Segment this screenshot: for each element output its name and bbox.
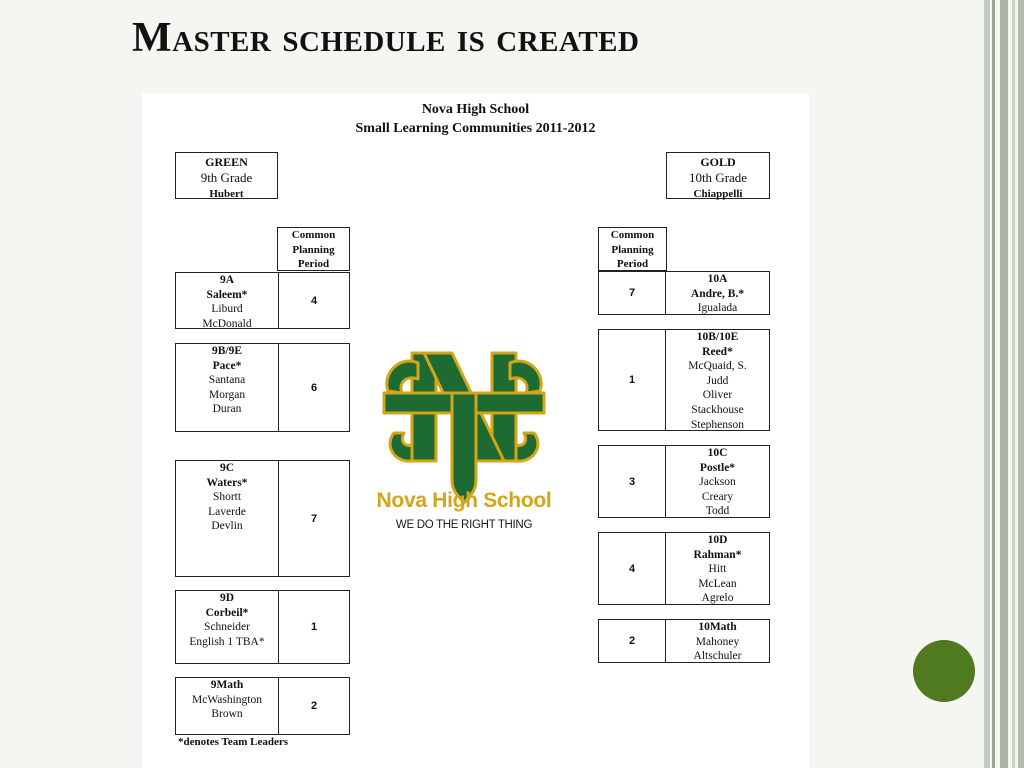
schedule-row: [598, 532, 770, 605]
planning-period-cell: [279, 344, 349, 431]
team-members-cell: [665, 620, 769, 662]
team-member: McDonald: [202, 317, 252, 330]
schedule-row: [175, 343, 350, 432]
team-member: English 1 TBA*: [189, 635, 265, 648]
accent-dot: [913, 640, 975, 702]
logo-school-name: Nova High School: [376, 489, 552, 512]
planning-period-cell: [279, 461, 349, 576]
team-members-cell: [176, 591, 279, 663]
common-planning-header-left: [277, 227, 350, 271]
team-members-cell: [665, 446, 769, 517]
team-name: 10A: [707, 273, 728, 285]
team-leader-name: Corbeil*: [205, 606, 249, 619]
team-name: 9Math: [210, 679, 244, 691]
cpp-line: Period: [616, 258, 649, 270]
team-name: 10B/10E: [696, 331, 739, 343]
schedule-row: [598, 445, 770, 518]
schedule-row: [598, 619, 770, 663]
team-member: Igualada: [697, 302, 738, 315]
schedule-row: [598, 271, 770, 315]
schedule-row: [598, 329, 770, 431]
planning-period-cell: [599, 330, 665, 430]
decorative-rail: [1012, 0, 1015, 768]
team-leader: Hubert: [209, 188, 244, 200]
team-member: Hitt: [708, 563, 727, 576]
team-leader-name: Pace*: [212, 359, 242, 372]
period-number: 6: [310, 381, 318, 394]
team-grade: 9th Grade: [200, 170, 253, 185]
team-member: Devlin: [211, 520, 243, 533]
schedule-row: [175, 590, 350, 664]
team-leader-name: Postle*: [699, 461, 736, 474]
schedule-row: [175, 460, 350, 577]
team-member: Laverde: [208, 505, 246, 518]
team-member: Brown: [211, 708, 243, 721]
team-leader-name: Saleem*: [206, 288, 248, 301]
team-leader-footnote: *denotes Team Leaders: [178, 736, 288, 748]
planning-period-cell: [599, 620, 665, 662]
team-member: Morgan: [208, 388, 246, 401]
planning-period-cell: [279, 273, 349, 328]
period-number: 1: [628, 374, 636, 386]
period-number: 7: [310, 512, 318, 525]
schedule-row: [175, 272, 350, 329]
team-member: Schneider: [204, 621, 250, 634]
period-number: 2: [310, 700, 318, 712]
decorative-rail: [984, 0, 990, 768]
period-number: 4: [628, 562, 636, 575]
team-member: Agrelo: [701, 592, 734, 605]
team-member: Jackson: [699, 476, 736, 489]
planning-period-cell: [279, 591, 349, 663]
team-leader-name: Reed*: [702, 345, 733, 358]
team-name: 9C: [219, 462, 235, 474]
team-member: Shortt: [212, 491, 242, 504]
team-name: 9D: [219, 592, 235, 604]
period-number: 7: [628, 287, 636, 299]
decorative-rail: [992, 0, 995, 768]
schedule-row: [175, 677, 350, 735]
team-name: 9A: [219, 274, 235, 286]
team-member: Altschuler: [693, 650, 742, 663]
logo-motto: WE DO THE RIGHT THING: [395, 519, 533, 531]
team-members-cell: [176, 678, 279, 734]
planning-period-cell: [599, 272, 665, 314]
period-number: 1: [310, 621, 318, 633]
team-members-cell: [665, 533, 769, 604]
team-member: Stephenson: [690, 418, 745, 431]
team-member: Liburd: [211, 303, 243, 316]
team-name: 10Math: [698, 621, 737, 633]
school-name: Nova High School: [421, 102, 530, 117]
period-number: 4: [310, 294, 318, 307]
team-member: Todd: [705, 505, 730, 518]
team-member: Judd: [706, 374, 729, 387]
cpp-line: Planning: [611, 243, 654, 256]
schedule-document: [142, 93, 809, 768]
document-subtitle: Small Learning Communities 2011-2012: [355, 121, 596, 136]
team-leader-name: Waters*: [206, 476, 248, 489]
green-team-header: [175, 152, 278, 199]
team-member: Duran: [212, 403, 242, 416]
team-members-cell: [665, 272, 769, 314]
cpp-line: Planning: [292, 243, 335, 256]
team-members-cell: [176, 344, 279, 431]
planning-period-cell: [599, 446, 665, 517]
team-leader: Chiappelli: [693, 188, 743, 200]
team-member: McWashington: [192, 693, 262, 706]
team-member: Santana: [208, 374, 246, 387]
decorative-rail: [1018, 0, 1024, 768]
team-member: McLean: [698, 577, 737, 590]
cpp-line: Common: [610, 229, 655, 241]
gold-team-header: [666, 152, 770, 199]
planning-period-cell: [279, 678, 349, 734]
cpp-line: Period: [297, 258, 330, 270]
cpp-line: Common: [291, 229, 336, 241]
decorative-rail: [1000, 0, 1008, 768]
team-name: 10C: [707, 447, 728, 459]
team-leader-name: Andre, B.*: [690, 287, 745, 300]
team-member: Creary: [701, 490, 734, 503]
team-member: Oliver: [702, 389, 733, 402]
team-member: Mahoney: [695, 635, 740, 648]
team-color: GREEN: [205, 155, 248, 169]
team-member: Stackhouse: [691, 403, 744, 416]
team-members-cell: [176, 273, 279, 328]
team-name: 10D: [707, 534, 728, 546]
team-name: 9B/9E: [211, 345, 243, 357]
period-number: 2: [628, 635, 636, 647]
common-planning-header-right: [598, 227, 667, 271]
team-color: GOLD: [700, 155, 736, 169]
team-member: McQuaid, S.: [688, 360, 747, 373]
team-leader-name: Rahman*: [693, 548, 742, 561]
period-number: 3: [628, 475, 636, 488]
team-grade: 10th Grade: [688, 170, 748, 185]
team-members-cell: [665, 330, 769, 430]
planning-period-cell: [599, 533, 665, 604]
slide-title: Master schedule is created: [132, 15, 640, 61]
team-members-cell: [176, 461, 279, 576]
